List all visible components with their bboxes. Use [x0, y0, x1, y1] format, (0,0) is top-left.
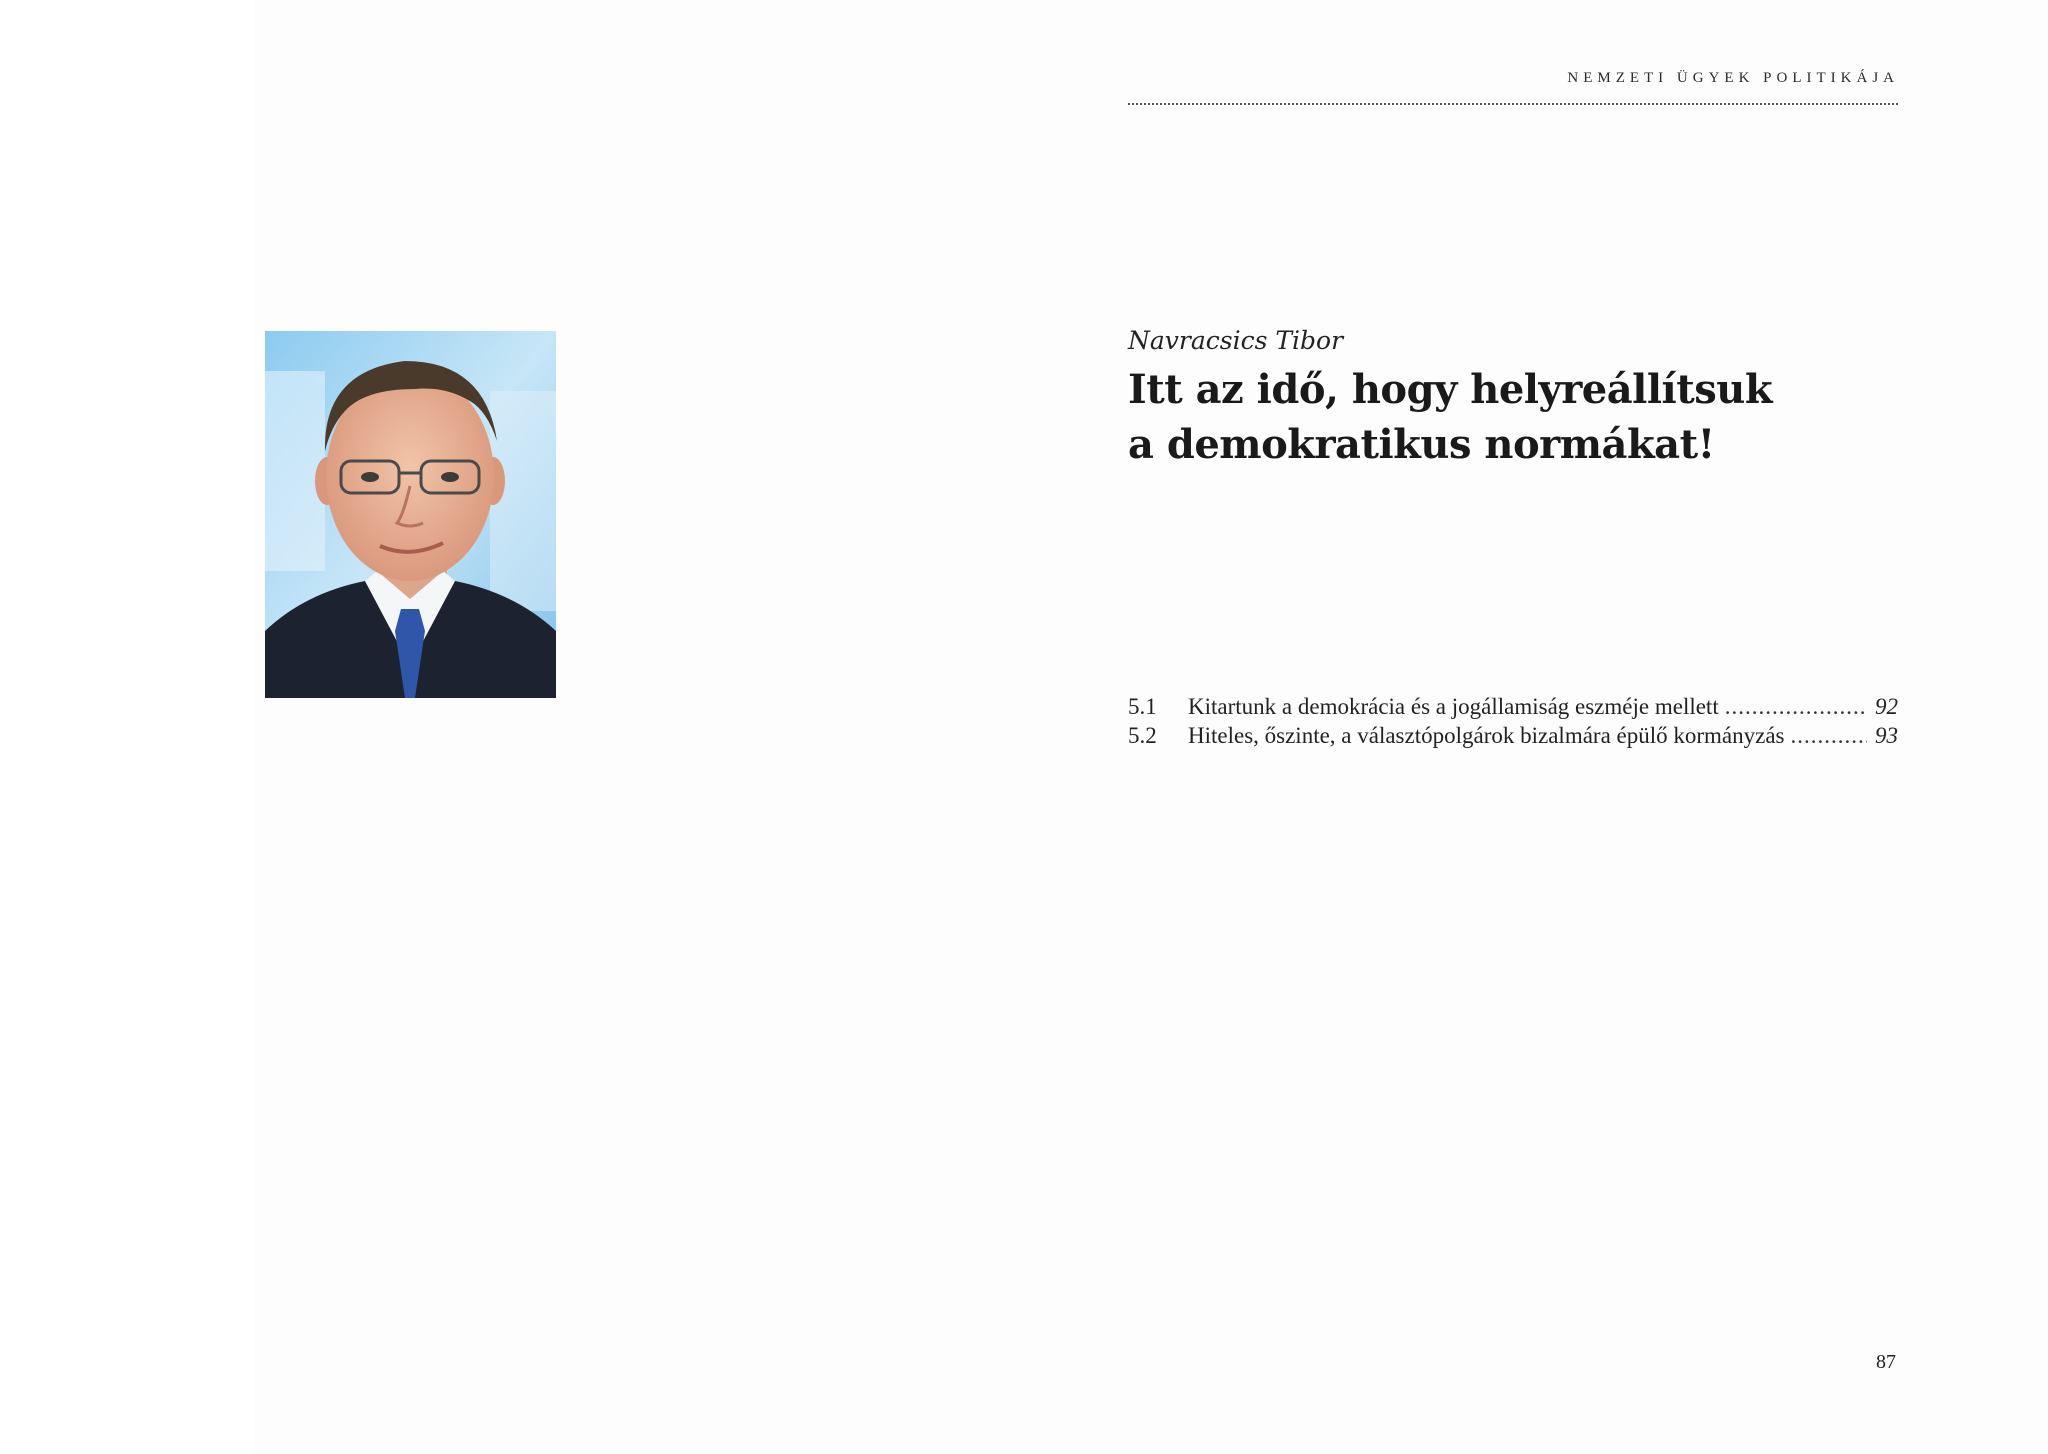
toc-leader-dots: [1725, 694, 1867, 720]
table-of-contents: [1128, 694, 1898, 752]
toc-leader-dots: [1791, 723, 1867, 749]
toc-entry-number: 5.2: [1128, 723, 1157, 748]
chapter-title-line-2: a demokratikus normákat!: [1128, 421, 1715, 468]
toc-entry-title: Hiteles, őszinte, a választópolgárok bizalmára épülő kormányzás: [1188, 723, 1785, 748]
toc-entry-title: Kitartunk a demokrácia és a jogállamiság eszméje mellett: [1188, 694, 1719, 719]
header-dotted-rule: [1128, 103, 1898, 105]
toc-entry-number: 5.1: [1128, 694, 1157, 719]
running-head: NEMZETI ÜGYEK POLITIKÁJA: [1567, 70, 1899, 86]
chapter-title: [1128, 362, 1868, 472]
toc-entry-page: 93: [1875, 723, 1898, 748]
chapter-author: Navracsics Tibor: [1128, 326, 1344, 355]
toc-entry[interactable]: [1128, 723, 1898, 752]
page-number: 87: [1876, 1351, 1896, 1373]
author-portrait: [265, 331, 556, 698]
toc-entry[interactable]: [1128, 694, 1898, 723]
chapter-title-line-1: Itt az idő, hogy helyreállítsuk: [1128, 366, 1773, 413]
toc-entry-page: 92: [1875, 694, 1898, 719]
